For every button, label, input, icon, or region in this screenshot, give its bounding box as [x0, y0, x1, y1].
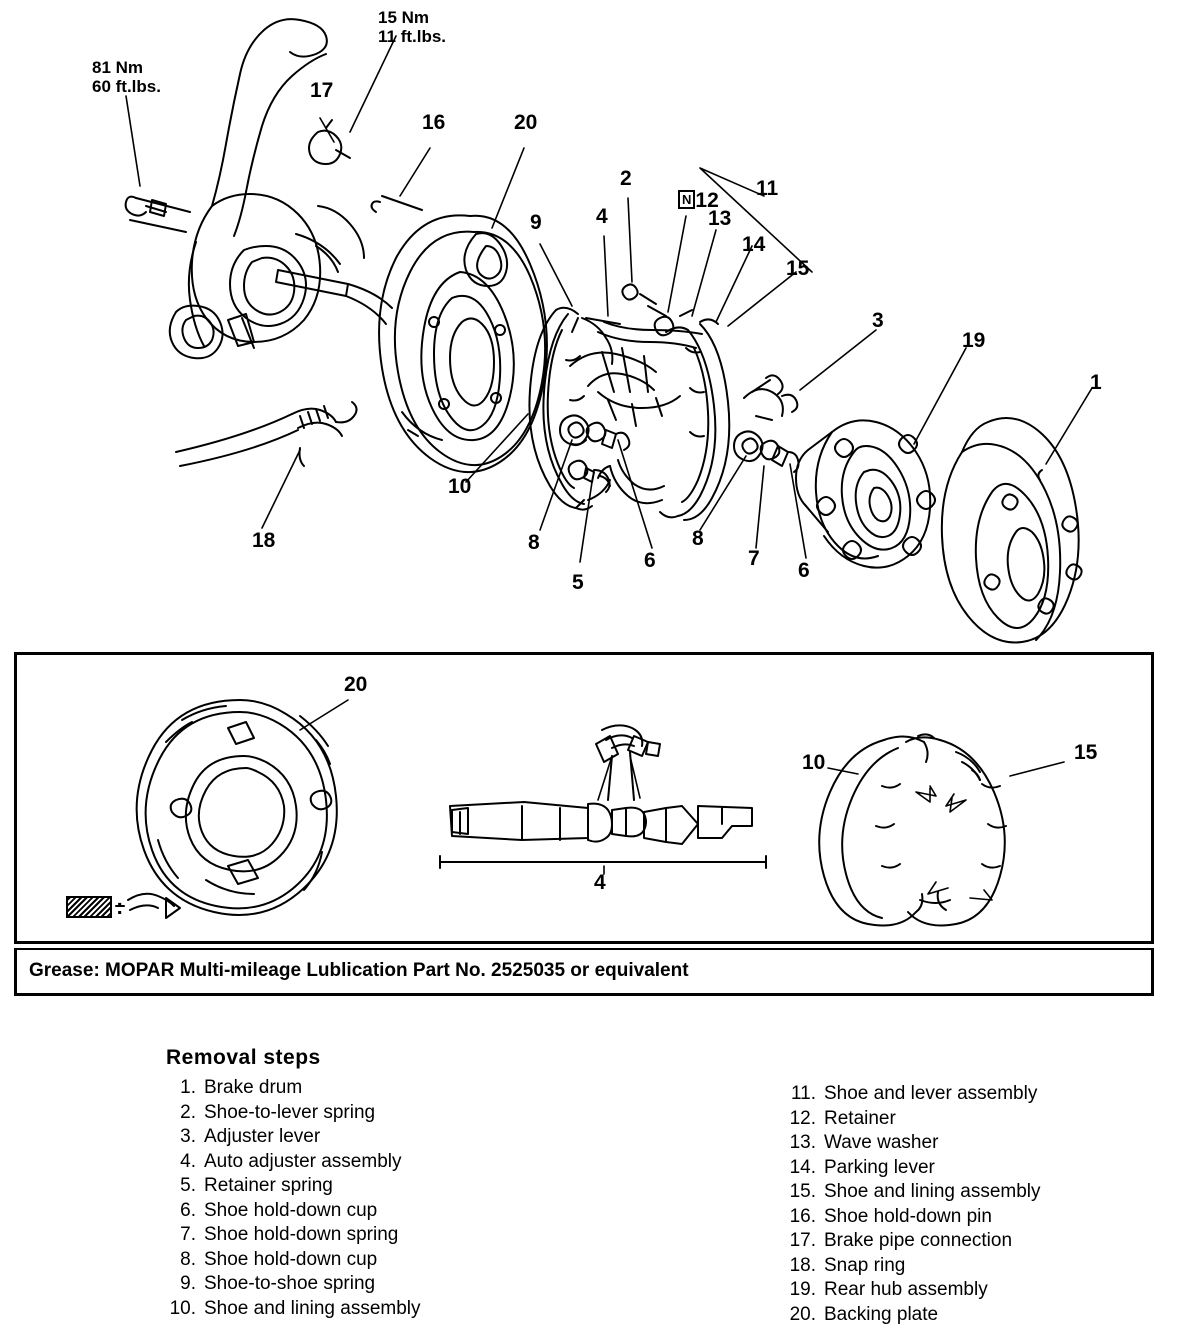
- detail-callout-4: 4: [594, 871, 606, 894]
- backing-plate: [379, 215, 547, 472]
- list-item: 9. Shoe-to-shoe spring: [180, 1273, 376, 1294]
- callout-3: 3: [872, 309, 884, 332]
- grease-hatch-icon: [66, 896, 112, 918]
- detail-callout-10: 10: [802, 751, 826, 774]
- list-item: 15. Shoe and lining assembly: [789, 1181, 1041, 1202]
- brake-drum: [942, 418, 1082, 642]
- shoe-and-lining-assembly-10: [529, 308, 612, 510]
- callout-15: 15: [786, 257, 810, 280]
- list-item: 5. Retainer spring: [180, 1175, 333, 1196]
- list-item: 14. Parking lever: [789, 1156, 935, 1178]
- grease-colon-label: :: [116, 894, 124, 919]
- callout-11: 11: [756, 177, 779, 200]
- removal-steps-right-column: [786, 1082, 1184, 1327]
- callout-12: N 12: [678, 190, 719, 211]
- brake-pipe-connection: [309, 120, 350, 164]
- list-item: 13. Wave washer: [789, 1132, 939, 1153]
- list-item: 12. Retainer: [789, 1107, 896, 1129]
- callout-8a: 8: [528, 531, 540, 554]
- list-item: 18. Snap ring: [789, 1254, 906, 1276]
- list-item: 8. Shoe hold-down cup: [180, 1248, 378, 1270]
- parking-lever: [744, 375, 797, 420]
- list-item: 1. Brake drum: [180, 1077, 303, 1098]
- callout-8b: 8: [692, 527, 704, 550]
- callout-20: 20: [514, 111, 538, 134]
- auto-adjuster-assembly: [570, 284, 718, 426]
- callout-16: 16: [422, 111, 446, 134]
- rear-axle-knuckle: [126, 19, 392, 358]
- callout-4: 4: [596, 205, 608, 228]
- list-item: 11. Shoe and lever assembly: [790, 1083, 1038, 1104]
- grease-note-bar: [14, 948, 1154, 996]
- list-item: 7. Shoe hold-down spring: [180, 1224, 399, 1245]
- removal-steps-title: Removal steps: [166, 1046, 321, 1069]
- callout-6a: 6: [644, 549, 656, 572]
- torque-spec-81: 81 Nm 60 ft.lbs.: [92, 58, 161, 96]
- retainer-symbol-icon: N: [678, 190, 695, 209]
- callout-14: 14: [742, 233, 766, 256]
- detail-panel: [14, 652, 1154, 944]
- callout-5: 5: [572, 571, 584, 594]
- callout-2: 2: [620, 167, 632, 190]
- detail-callout-15: 15: [1074, 741, 1098, 764]
- callout-13: 13: [708, 207, 732, 230]
- shoe-hold-down-pin: [372, 196, 423, 212]
- torque-spec-15: 15 Nm 11 ft.lbs.: [378, 8, 447, 46]
- list-item: 10. Shoe and lining assembly: [169, 1297, 421, 1319]
- callout-6b: 6: [798, 559, 810, 582]
- removal-steps-left-column: [166, 1076, 586, 1321]
- callout-19: 19: [962, 329, 986, 352]
- list-item: 17. Brake pipe connection: [789, 1230, 1013, 1251]
- callout-7: 7: [748, 547, 760, 570]
- detail-callout-20: 20: [344, 673, 368, 696]
- callout-18: 18: [252, 529, 276, 552]
- callout-17: 17: [310, 79, 334, 102]
- list-item: 16. Shoe hold-down pin: [789, 1205, 992, 1227]
- list-item: 6. Shoe hold-down cup: [180, 1199, 378, 1221]
- list-item: 20. Backing plate: [789, 1303, 939, 1325]
- grease-note-text: Grease: MOPAR Multi-mileage Lublication Part No. 2525035 or equivalent: [29, 960, 689, 981]
- callout-10: 10: [448, 475, 472, 498]
- callout-9: 9: [530, 211, 542, 234]
- list-item: 4. Auto adjuster assembly: [180, 1150, 402, 1172]
- callout-1: 1: [1090, 371, 1102, 394]
- list-item: 19. Rear hub assembly: [789, 1279, 988, 1300]
- parking-brake-cable: [176, 402, 357, 466]
- list-item: 2. Shoe-to-lever spring: [180, 1101, 376, 1123]
- list-item: 3. Adjuster lever: [180, 1126, 321, 1147]
